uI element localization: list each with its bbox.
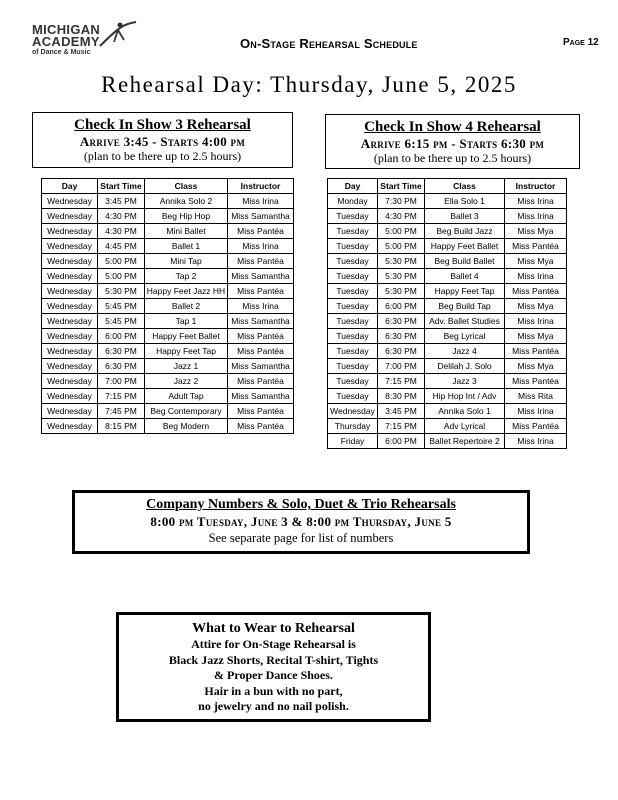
academy-logo (32, 24, 142, 62)
table-row (328, 194, 567, 209)
show3-schedule-table (41, 178, 294, 434)
class-cell: Ballet 4 (425, 269, 505, 284)
class-cell: Mini Ballet (145, 224, 228, 239)
attire-line: Black Jazz Shorts, Recital T-shirt, Tights (168, 652, 379, 667)
class-cell: Ballet 3 (425, 209, 505, 224)
table-row (328, 389, 567, 404)
day-cell: Tuesday (328, 299, 378, 314)
table-row (328, 224, 567, 239)
day-cell: Tuesday (328, 344, 378, 359)
table-row (42, 194, 294, 209)
instructor-cell: Miss Pantéa (505, 239, 567, 254)
start-time-cell: 5:00 PM (378, 224, 425, 239)
class-cell: Happy Feet Jazz HH (145, 284, 228, 299)
instructor-cell: Miss Irina (505, 269, 567, 284)
day-cell: Tuesday (328, 239, 378, 254)
instructor-cell: Miss Pantéa (228, 224, 294, 239)
class-cell: Jazz 2 (145, 374, 228, 389)
column-header: Class (145, 179, 228, 194)
start-time-cell: 3:45 PM (98, 194, 145, 209)
instructor-cell: Miss Irina (505, 404, 567, 419)
instructor-cell: Miss Pantéa (228, 404, 294, 419)
show4-title: Check In Show 4 Rehearsal (364, 119, 541, 135)
table-row (42, 329, 294, 344)
instructor-cell: Miss Pantéa (505, 374, 567, 389)
day-cell: Tuesday (328, 254, 378, 269)
class-cell: Ballet 1 (145, 239, 228, 254)
column-header: Start Time (98, 179, 145, 194)
day-cell: Monday (328, 194, 378, 209)
class-cell: Jazz 1 (145, 359, 228, 374)
table-row (42, 359, 294, 374)
class-cell: Mini Tap (145, 254, 228, 269)
start-time-cell: 5:30 PM (378, 254, 425, 269)
day-cell: Wednesday (328, 404, 378, 419)
show4-note: (plan to be there up to 2.5 hours) (373, 151, 532, 165)
day-cell: Tuesday (328, 314, 378, 329)
instructor-cell: Miss Irina (505, 209, 567, 224)
start-time-cell: 5:45 PM (98, 314, 145, 329)
show4-checkin-box (325, 114, 580, 169)
column-header: Day (42, 179, 98, 194)
day-cell: Wednesday (42, 374, 98, 389)
column-header: Day (328, 179, 378, 194)
instructor-cell: Miss Mya (505, 329, 567, 344)
class-cell: Ballet 2 (145, 299, 228, 314)
table-row (328, 299, 567, 314)
start-time-cell: 6:00 PM (98, 329, 145, 344)
show3-note: (plan to be there up to 2.5 hours) (83, 149, 242, 163)
class-cell: Happy Feet Tap (145, 344, 228, 359)
start-time-cell: 5:00 PM (98, 254, 145, 269)
day-cell: Wednesday (42, 254, 98, 269)
instructor-cell: Miss Mya (505, 299, 567, 314)
class-cell: Beg Build Tap (425, 299, 505, 314)
table-row (328, 434, 567, 449)
company-note: See separate page for list of numbers (208, 531, 394, 545)
table-row (328, 344, 567, 359)
table-row (42, 224, 294, 239)
class-cell: Annika Solo 2 (145, 194, 228, 209)
show3-title: Check In Show 3 Rehearsal (74, 117, 251, 133)
instructor-cell: Miss Samantha (228, 269, 294, 284)
instructor-cell: Miss Pantéa (228, 254, 294, 269)
table-row (42, 419, 294, 434)
column-header: Class (425, 179, 505, 194)
attire-line: & Proper Dance Shoes. (214, 668, 333, 682)
table-header-row (328, 179, 567, 194)
instructor-cell: Miss Mya (505, 254, 567, 269)
table-row (328, 269, 567, 284)
instructor-cell: Miss Samantha (228, 314, 294, 329)
start-time-cell: 6:30 PM (378, 314, 425, 329)
start-time-cell: 5:00 PM (378, 239, 425, 254)
attire-line: no jewelry and no nail polish. (198, 699, 349, 713)
day-cell: Wednesday (42, 419, 98, 434)
instructor-cell: Miss Irina (228, 239, 294, 254)
table-row (328, 254, 567, 269)
start-time-cell: 5:30 PM (378, 269, 425, 284)
table-row (328, 419, 567, 434)
day-cell: Wednesday (42, 299, 98, 314)
table-row (328, 209, 567, 224)
instructor-cell: Miss Pantéa (228, 374, 294, 389)
start-time-cell: 4:30 PM (98, 224, 145, 239)
show4-schedule-table (327, 178, 567, 449)
instructor-cell: Miss Irina (228, 194, 294, 209)
start-time-cell: 7:45 PM (98, 404, 145, 419)
instructor-cell: Miss Rita (505, 389, 567, 404)
day-cell: Tuesday (328, 284, 378, 299)
logo-line-1: MICHIGAN (32, 22, 101, 37)
table-row (42, 344, 294, 359)
table-row (328, 374, 567, 389)
table-row (42, 209, 294, 224)
start-time-cell: 6:30 PM (98, 344, 145, 359)
company-title: Company Numbers & Solo, Duet & Trio Rehearsals (146, 497, 456, 512)
instructor-cell: Miss Mya (505, 359, 567, 374)
table-row (42, 254, 294, 269)
day-cell: Wednesday (42, 389, 98, 404)
attire-title: What to Wear to Rehearsal (192, 621, 355, 636)
table-row (42, 314, 294, 329)
show3-arrive: Arrive 3:45 - Starts 4:00 pm (79, 134, 246, 149)
table-row (42, 269, 294, 284)
page-title: Rehearsal Day: Thursday, June 5, 2025 (101, 72, 517, 97)
start-time-cell: 5:45 PM (98, 299, 145, 314)
start-time-cell: 5:30 PM (98, 284, 145, 299)
class-cell: Annika Solo 1 (425, 404, 505, 419)
start-time-cell: 8:15 PM (98, 419, 145, 434)
table-row (42, 374, 294, 389)
day-cell: Thursday (328, 419, 378, 434)
attire-line: Hair in a bun with no part, (204, 683, 343, 698)
day-cell: Tuesday (328, 389, 378, 404)
instructor-cell: Miss Irina (505, 194, 567, 209)
table-row (328, 329, 567, 344)
start-time-cell: 6:30 PM (378, 344, 425, 359)
class-cell: Tap 2 (145, 269, 228, 284)
class-cell: Jazz 3 (425, 374, 505, 389)
day-cell: Tuesday (328, 374, 378, 389)
start-time-cell: 6:00 PM (378, 299, 425, 314)
company-rehearsal-box (72, 490, 530, 554)
table-row (42, 404, 294, 419)
start-time-cell: 6:00 PM (378, 434, 425, 449)
table-row (328, 314, 567, 329)
day-cell: Tuesday (328, 329, 378, 344)
instructor-cell: Miss Samantha (228, 389, 294, 404)
class-cell: Adv. Ballet Studies (425, 314, 505, 329)
start-time-cell: 7:15 PM (98, 389, 145, 404)
instructor-cell: Miss Pantéa (228, 344, 294, 359)
instructor-cell: Miss Pantéa (505, 344, 567, 359)
instructor-cell: Miss Mya (505, 224, 567, 239)
attire-line: Attire for On-Stage Rehearsal is (191, 637, 356, 651)
class-cell: Happy Feet Ballet (145, 329, 228, 344)
dancer-icon (94, 20, 138, 50)
show3-checkin-box (32, 112, 293, 168)
column-header: Start Time (378, 179, 425, 194)
day-cell: Wednesday (42, 404, 98, 419)
class-cell: Delilah J. Solo (425, 359, 505, 374)
start-time-cell: 7:15 PM (378, 374, 425, 389)
class-cell: Ella Solo 1 (425, 194, 505, 209)
attire-box (116, 612, 431, 722)
start-time-cell: 7:00 PM (378, 359, 425, 374)
start-time-cell: 8:30 PM (378, 389, 425, 404)
day-cell: Wednesday (42, 344, 98, 359)
class-cell: Happy Feet Ballet (425, 239, 505, 254)
instructor-cell: Miss Pantéa (228, 419, 294, 434)
class-cell: Adv Lyrical (425, 419, 505, 434)
instructor-cell: Miss Pantéa (228, 329, 294, 344)
class-cell: Beg Modern (145, 419, 228, 434)
page-number: Page 12 (563, 37, 599, 48)
start-time-cell: 6:30 PM (378, 329, 425, 344)
day-cell: Wednesday (42, 329, 98, 344)
instructor-cell: Miss Irina (505, 434, 567, 449)
start-time-cell: 5:30 PM (378, 284, 425, 299)
day-cell: Wednesday (42, 209, 98, 224)
class-cell: Happy Feet Tap (425, 284, 505, 299)
instructor-cell: Miss Pantéa (228, 284, 294, 299)
table-row (328, 359, 567, 374)
start-time-cell: 4:45 PM (98, 239, 145, 254)
class-cell: Beg Build Ballet (425, 254, 505, 269)
column-header: Instructor (228, 179, 294, 194)
logo-line-3: of Dance & Music (32, 49, 91, 56)
show4-arrive: Arrive 6:15 pm - Starts 6:30 pm (360, 136, 545, 151)
class-cell: Beg Hip Hop (145, 209, 228, 224)
table-row (328, 239, 567, 254)
instructor-cell: Miss Pantéa (505, 284, 567, 299)
class-cell: Hip Hop Int / Adv (425, 389, 505, 404)
class-cell: Adult Tap (145, 389, 228, 404)
instructor-cell: Miss Irina (505, 314, 567, 329)
day-cell: Wednesday (42, 269, 98, 284)
table-row (42, 299, 294, 314)
start-time-cell: 6:30 PM (98, 359, 145, 374)
day-cell: Wednesday (42, 359, 98, 374)
start-time-cell: 4:30 PM (98, 209, 145, 224)
class-cell: Jazz 4 (425, 344, 505, 359)
table-header-row (42, 179, 294, 194)
company-times: 8:00 pm Tuesday, June 3 & 8:00 pm Thursday, June 5 (150, 514, 452, 529)
table-row (328, 404, 567, 419)
day-cell: Wednesday (42, 284, 98, 299)
logo-line-2: ACADEMY (32, 34, 100, 49)
day-cell: Tuesday (328, 209, 378, 224)
table-row (42, 284, 294, 299)
day-cell: Tuesday (328, 269, 378, 284)
day-cell: Wednesday (42, 314, 98, 329)
class-cell: Beg Build Jazz (425, 224, 505, 239)
day-cell: Wednesday (42, 239, 98, 254)
instructor-cell: Miss Samantha (228, 359, 294, 374)
start-time-cell: 3:45 PM (378, 404, 425, 419)
day-cell: Tuesday (328, 359, 378, 374)
instructor-cell: Miss Samantha (228, 209, 294, 224)
start-time-cell: 4:30 PM (378, 209, 425, 224)
instructor-cell: Miss Irina (228, 299, 294, 314)
start-time-cell: 5:00 PM (98, 269, 145, 284)
table-row (42, 239, 294, 254)
table-row (328, 284, 567, 299)
start-time-cell: 7:00 PM (98, 374, 145, 389)
table-row (42, 389, 294, 404)
class-cell: Ballet Repertoire 2 (425, 434, 505, 449)
start-time-cell: 7:15 PM (378, 419, 425, 434)
instructor-cell: Miss Pantéa (505, 419, 567, 434)
schedule-header-title: On-Stage Rehearsal Schedule (240, 36, 418, 51)
class-cell: Beg Contemporary (145, 404, 228, 419)
day-cell: Wednesday (42, 224, 98, 239)
day-cell: Wednesday (42, 194, 98, 209)
start-time-cell: 7:30 PM (378, 194, 425, 209)
day-cell: Friday (328, 434, 378, 449)
class-cell: Tap 1 (145, 314, 228, 329)
column-header: Instructor (505, 179, 567, 194)
class-cell: Beg Lyrical (425, 329, 505, 344)
day-cell: Tuesday (328, 224, 378, 239)
